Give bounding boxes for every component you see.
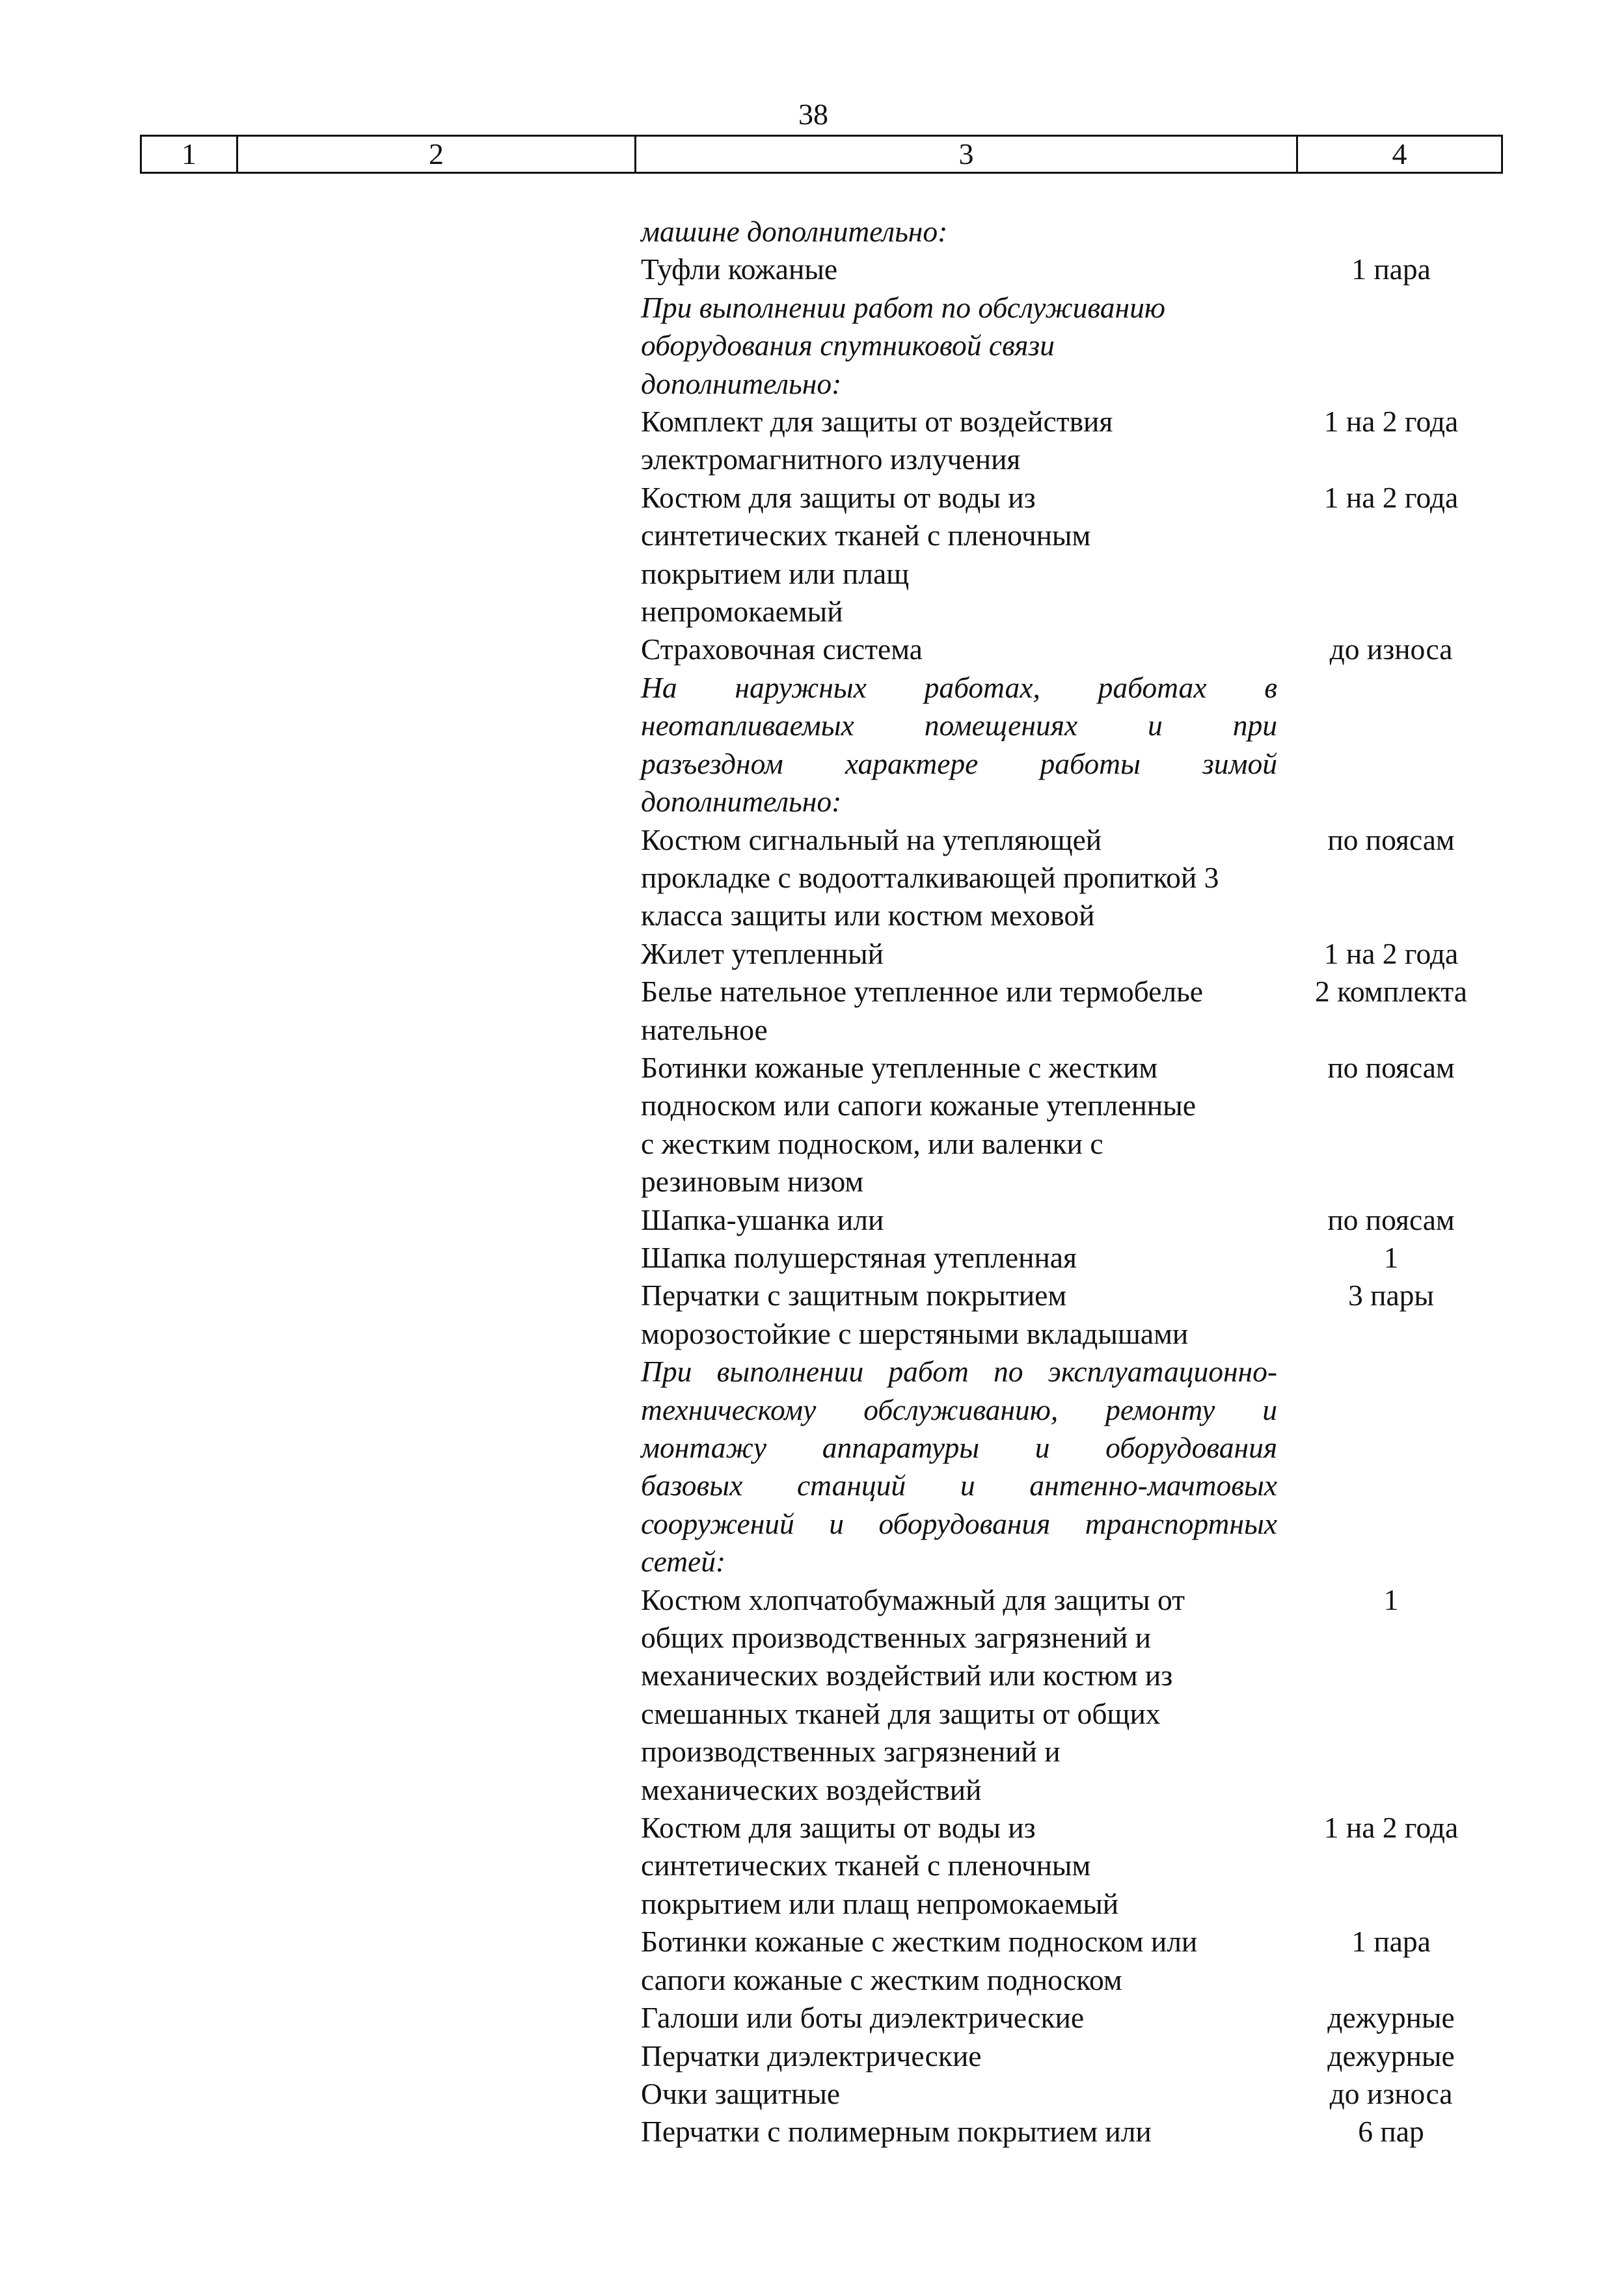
item-description — [641, 213, 1277, 251]
description-line: На наружных работах, работах в — [641, 670, 1277, 704]
item-description — [641, 403, 1277, 479]
item-description — [641, 1809, 1277, 1923]
table-row — [641, 2113, 1506, 2151]
issue-norm: 3 пары — [1348, 1279, 1434, 1312]
description-line: подноском или сапоги кожаные утепленные — [641, 1089, 1196, 1122]
issue-norm: 2 комплекта — [1315, 975, 1467, 1009]
item-description — [641, 251, 1277, 288]
item-description — [641, 1923, 1277, 1999]
table-row — [641, 935, 1506, 973]
description-line: синтетических тканей с пленочным — [641, 519, 1091, 552]
description-line: сапоги кожаные с жестким подноском — [641, 1963, 1122, 1996]
description-line: Страховочная система — [641, 632, 923, 666]
description-line: Очки защитные — [641, 2076, 841, 2110]
item-description — [641, 1353, 1277, 1581]
description-line: Ботинки кожаные с жестким подноском или — [641, 1925, 1198, 1959]
description-line: покрытием или плащ непромокаемый — [641, 1886, 1119, 1920]
description-line: Перчатки с защитным покрытием — [641, 1279, 1067, 1312]
description-line: Галоши или боты диэлектрические — [641, 2001, 1085, 2035]
issue-norm: дежурные — [1327, 2001, 1455, 2035]
description-line: базовых станций и антенно-мачтовых — [641, 1469, 1277, 1502]
description-line: Белье нательное утепленное или термобелье — [641, 975, 1203, 1009]
issue-norm: 1 — [1383, 1582, 1399, 1616]
table-body — [641, 213, 1506, 2151]
description-line: электромагнитного излучения — [641, 442, 1021, 476]
description-line: нательное — [641, 1012, 768, 1046]
description-line: Перчатки диэлектрические — [641, 2039, 982, 2072]
table-row — [641, 251, 1506, 288]
table-header — [140, 135, 1503, 174]
description-line: При выполнении работ по обслуживанию — [641, 290, 1165, 324]
issue-norm: 1 — [1383, 1240, 1399, 1274]
issue-norm: 6 пар — [1358, 2115, 1424, 2149]
table-row — [641, 1239, 1506, 1277]
table-row — [641, 479, 1506, 631]
table-row — [641, 1809, 1506, 1923]
item-description — [641, 1239, 1277, 1277]
table-row — [641, 1201, 1506, 1239]
description-line: техническому обслуживанию, ремонту и — [641, 1392, 1277, 1426]
item-description — [641, 1049, 1277, 1201]
header-col-1: 1 — [142, 137, 238, 172]
item-description — [641, 2037, 1277, 2075]
description-line: общих производственных загрязнений и — [641, 1621, 1152, 1655]
issue-norm: 1 на 2 года — [1323, 1811, 1459, 1845]
description-line: прокладке с водоотталкивающей пропиткой 3 — [641, 860, 1219, 894]
description-line: синтетических тканей с пленочным — [641, 1849, 1091, 1882]
section-note — [641, 669, 1506, 821]
page-number: 38 — [798, 98, 828, 131]
description-line: Костюм сигнальный на утепляющей — [641, 822, 1102, 856]
item-description — [641, 1201, 1277, 1239]
issue-norm: 1 на 2 года — [1323, 936, 1459, 970]
issue-norm: до износа — [1329, 2076, 1453, 2110]
item-description — [641, 631, 1277, 668]
issue-norm: 1 на 2 года — [1323, 480, 1459, 514]
description-line: Ботинки кожаные утепленные с жестким — [641, 1050, 1158, 1084]
table-row — [641, 1923, 1506, 1999]
table-row — [641, 2075, 1506, 2113]
description-line: разъездном характере работы зимой — [641, 746, 1277, 780]
description-line: с жестким подноском, или валенки с — [641, 1126, 1103, 1160]
description-line: Шапка-ушанка или — [641, 1202, 884, 1236]
description-line: дополнительно: — [641, 785, 842, 819]
item-description — [641, 669, 1277, 821]
table-row — [641, 2037, 1506, 2075]
description-line: производственных загрязнений и — [641, 1735, 1061, 1769]
issue-norm: до износа — [1329, 632, 1453, 666]
issue-norm: 1 на 2 года — [1323, 405, 1459, 439]
description-line: машине дополнительно: — [641, 215, 948, 248]
description-line: механических воздействий или костюм из — [641, 1659, 1173, 1692]
description-line: класса защиты или костюм меховой — [641, 899, 1095, 932]
section-note — [641, 1353, 1506, 1581]
description-line: При выполнении работ по эксплуатационно- — [641, 1355, 1277, 1389]
item-description — [641, 1277, 1277, 1353]
table-row — [641, 403, 1506, 479]
description-line: сетей: — [641, 1545, 726, 1579]
description-line: оборудования спутниковой связи — [641, 329, 1055, 362]
description-line: морозостойкие с шерстяными вкладышами — [641, 1316, 1189, 1350]
section-note — [641, 289, 1506, 403]
description-line: дополнительно: — [641, 366, 842, 400]
item-description — [641, 935, 1277, 973]
issue-norm: дежурные — [1327, 2039, 1455, 2072]
description-line: смешанных тканей для защиты от общих — [641, 1696, 1161, 1730]
header-col-2: 2 — [238, 137, 636, 172]
table-row — [641, 1999, 1506, 2037]
issue-norm: 1 пара — [1351, 1925, 1431, 1959]
table-row — [641, 1049, 1506, 1201]
item-description — [641, 1581, 1277, 1809]
description-line: сооружений и оборудования транспортных — [641, 1506, 1277, 1540]
header-col-4: 4 — [1392, 137, 1407, 170]
section-note — [641, 213, 1506, 251]
description-line: резиновым низом — [641, 1165, 864, 1199]
table-row — [641, 1581, 1506, 1809]
item-description — [641, 2113, 1277, 2151]
issue-norm: по поясам — [1327, 1050, 1455, 1084]
item-description — [641, 2075, 1277, 2113]
item-description — [641, 479, 1277, 631]
issue-norm: по поясам — [1327, 1202, 1455, 1236]
description-line: Костюм для защиты от воды из — [641, 1811, 1036, 1845]
description-line: Туфли кожаные — [641, 252, 838, 286]
description-line: Комплект для защиты от воздействия — [641, 405, 1113, 439]
description-line: Жилет утепленный — [641, 936, 884, 970]
table-row — [641, 1277, 1506, 1353]
table-row — [641, 973, 1506, 1049]
description-line: покрытием или плащ — [641, 556, 910, 590]
description-line: неотапливаемых помещениях и при — [641, 709, 1277, 742]
issue-norm: 1 пара — [1351, 252, 1431, 286]
description-line: монтажу аппаратуры и оборудования — [641, 1431, 1277, 1464]
table-row — [641, 631, 1506, 668]
description-line: механических воздействий — [641, 1773, 982, 1806]
item-description — [641, 1999, 1277, 2037]
description-line: непромокаемый — [641, 595, 843, 629]
description-line: Костюм для защиты от воды из — [641, 480, 1036, 514]
item-description — [641, 973, 1277, 1049]
description-line: Перчатки с полимерным покрытием или — [641, 2115, 1152, 2149]
description-line: Шапка полушерстяная утепленная — [641, 1240, 1077, 1274]
item-description — [641, 289, 1277, 403]
issue-norm: по поясам — [1327, 822, 1455, 856]
table-row — [641, 821, 1506, 935]
header-col-3: 3 — [636, 137, 1298, 172]
description-line: Костюм хлопчатобумажный для защиты от — [641, 1582, 1185, 1616]
item-description — [641, 821, 1277, 935]
